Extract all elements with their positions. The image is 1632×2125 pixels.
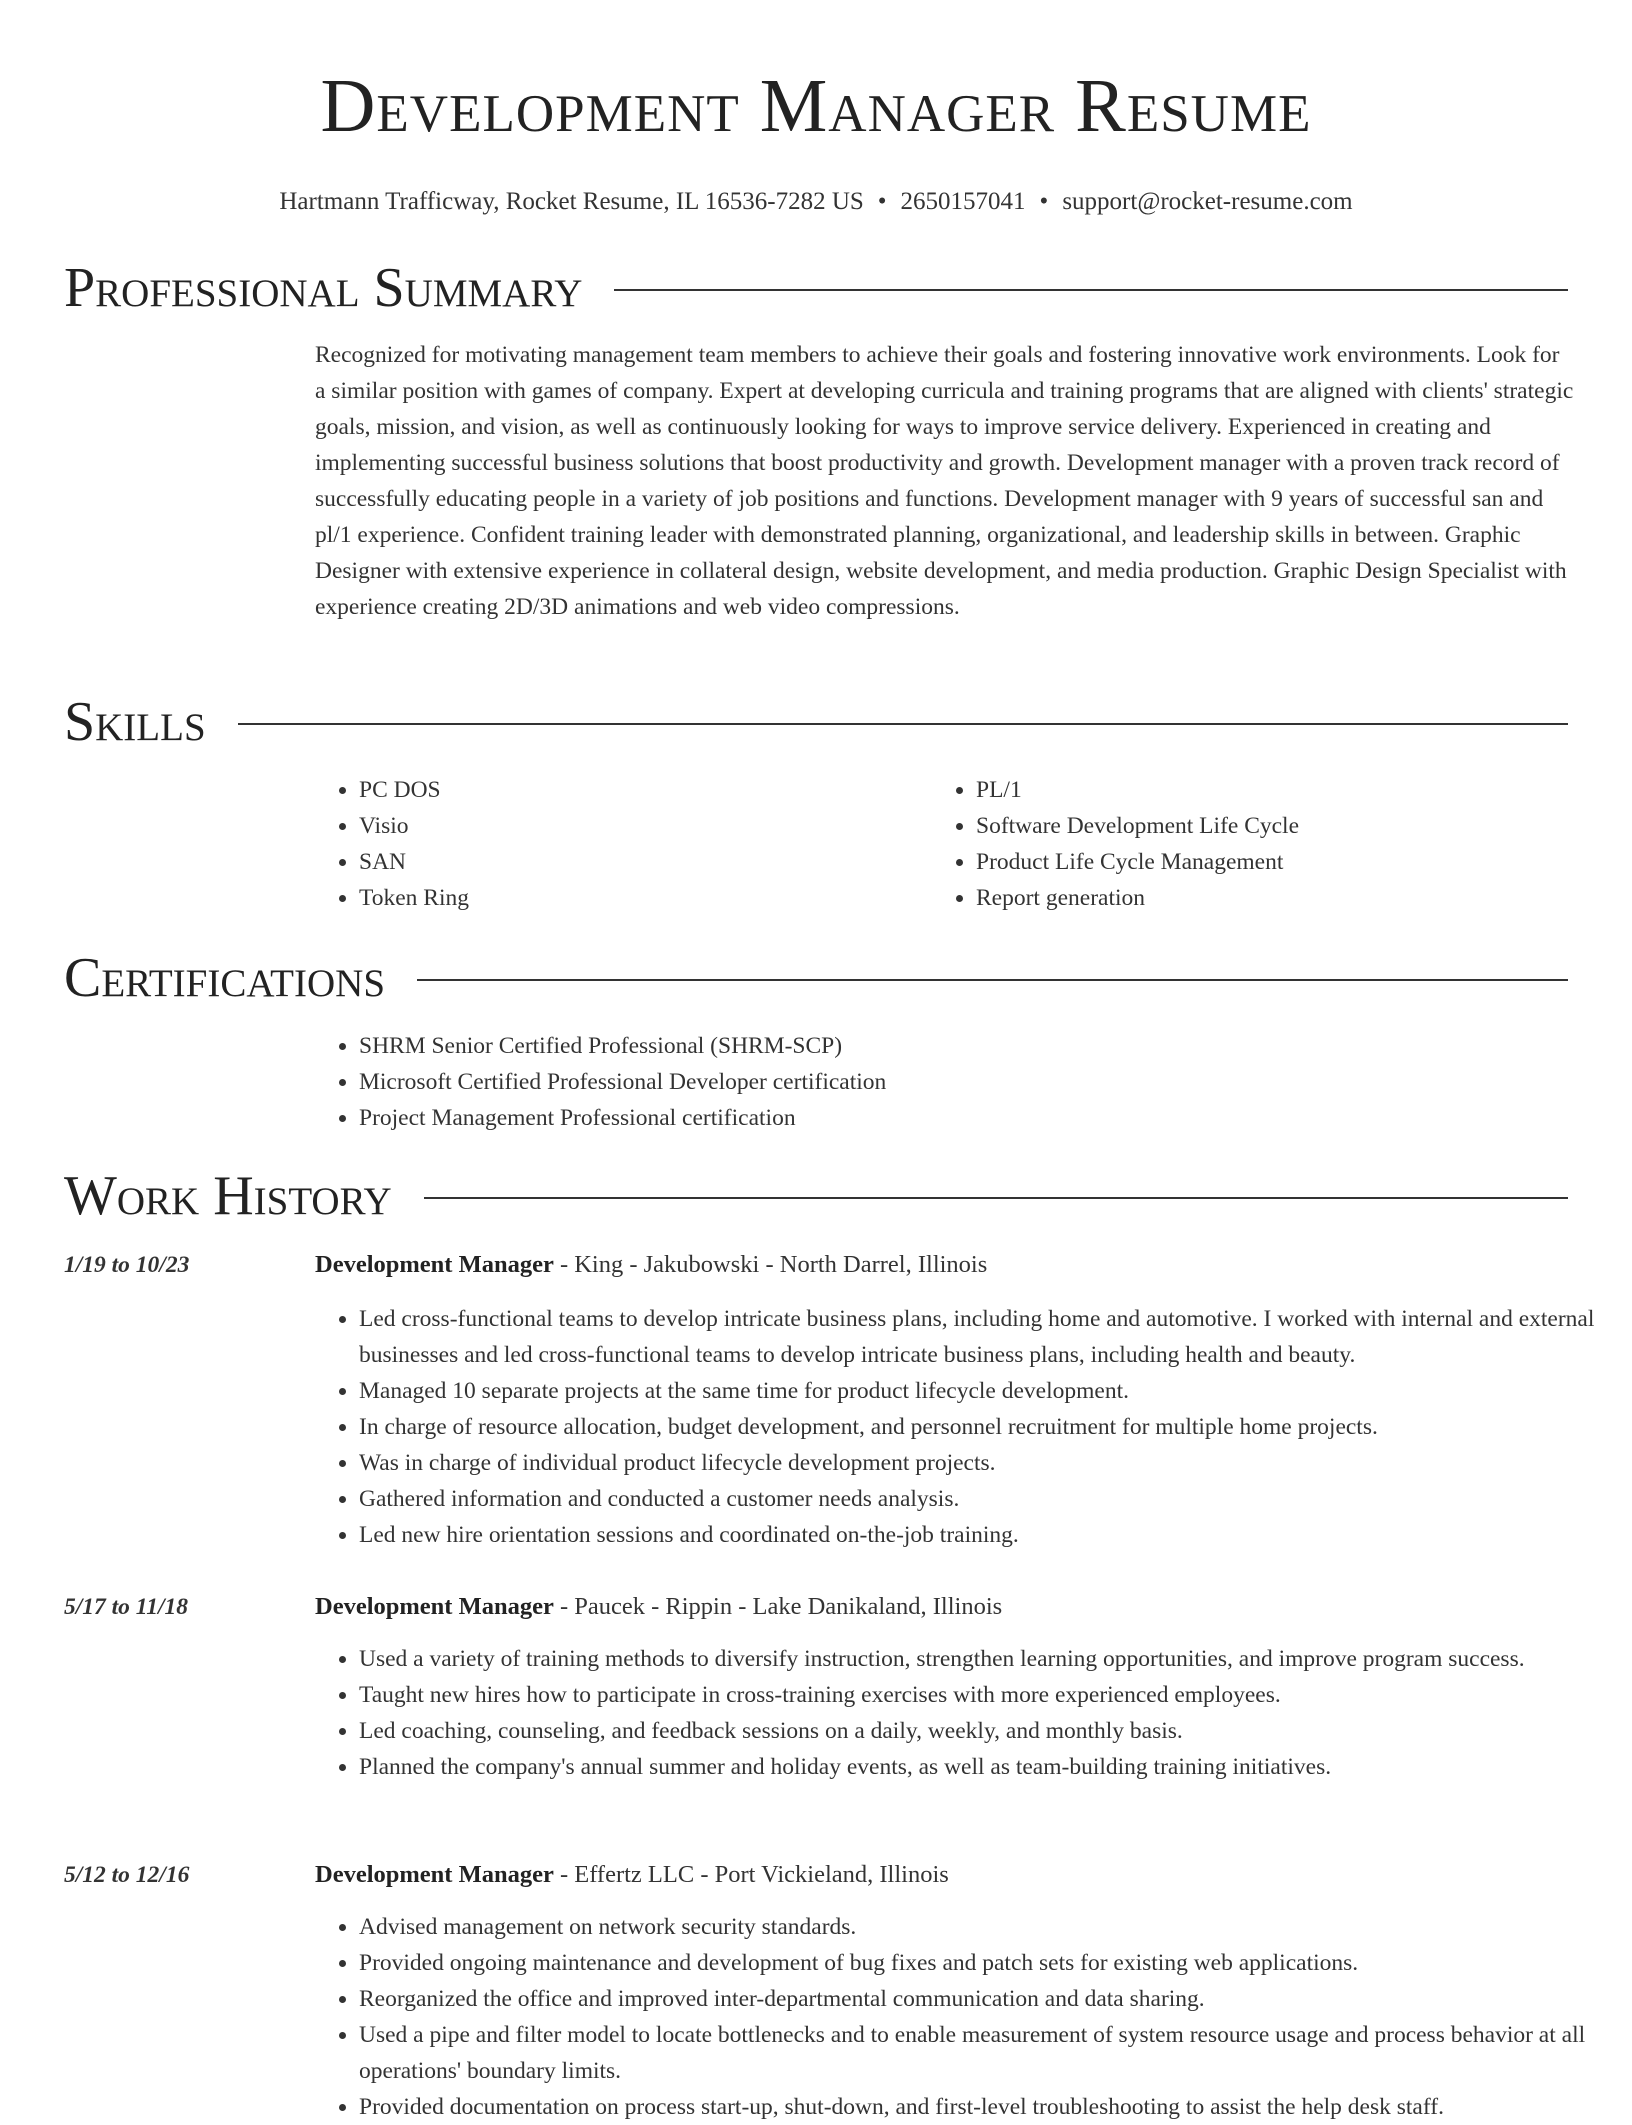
job-bullet: • In charge of resource allocation, budget development, and personnel recruitment for multiple home projects.: [359, 1409, 1619, 1445]
contact-separator: •: [877, 188, 887, 215]
summary-text: Recognized for motivating management team members to achieve their goals and fostering innovative work environments. Look for a similar position with games of company. Expert at developing curricula and training programs that are aligned with clients' strategic goals, mission, and vision, as well as continuously looking for ways to improve service delivery. Experienced in creating and implementing successful business solutions that boost productivity and growth. Development manager with a proven track record of successfully educating people in a variety of job positions and functions. Development manager with 9 years of successful san and pl/1 experience. Confident training leader with demonstrated planning, organizational, and leadership skills in between. Graphic Designer with extensive experience in collateral design, website development, and media production. Graphic Design Specialist with experience creating 2D/3D animations and web video compressions.: [315, 342, 1574, 620]
skill-item: • Report generation: [976, 880, 1616, 916]
job-bullet: • Advised management on network security standards.: [359, 1909, 1619, 1945]
summary-section-heading: [64, 256, 1568, 320]
job-bullet: • Led coaching, counseling, and feedback sessions on a daily, weekly, and monthly basis.: [359, 1713, 1619, 1749]
work-history-title: Work History: [64, 1165, 392, 1227]
skills-list-right: [932, 772, 1616, 916]
job-bullet: • Taught new hires how to participate in cross-training exercises with more experienced employees.: [359, 1677, 1619, 1713]
job-bullet: • Led cross-functional teams to develop intricate business plans, including home and automotive. I worked with internal and external businesses and led cross-functional teams to develop intricate business plans, including health and beauty.: [359, 1301, 1619, 1373]
job-dates: 5/17 to 11/18: [64, 1594, 189, 1620]
certifications-title: Certifications: [64, 947, 386, 1009]
job-bullet: • Managed 10 separate projects at the same time for product lifecycle development.: [359, 1373, 1619, 1409]
certifications-section-heading: [64, 946, 1568, 1010]
skill-item: • PC DOS: [359, 772, 939, 808]
certification-item: • Project Management Professional certification: [359, 1100, 1609, 1136]
skills-title: Skills: [64, 691, 206, 753]
skill-item: • Token Ring: [359, 880, 939, 916]
section-divider: [417, 979, 1568, 981]
job-dates: 5/12 to 12/16: [64, 1862, 190, 1888]
resume-title: Development Manager Resume: [320, 64, 1312, 148]
job-dates: 1/19 to 10/23: [64, 1252, 190, 1278]
job-role: Development Manager: [315, 1861, 554, 1888]
job-bullet: • Was in charge of individual product lifecycle development projects.: [359, 1445, 1619, 1481]
job-title-line: [315, 1857, 949, 1893]
job-bullet-list: [315, 1641, 1619, 1785]
section-divider: [238, 723, 1568, 725]
certification-item: • SHRM Senior Certified Professional (SHRM-SCP): [359, 1028, 1609, 1064]
contact-separator: •: [1039, 188, 1049, 215]
job-details: - Paucek - Rippin - Lake Danikaland, Illinois: [553, 1593, 1003, 1620]
contact-phone: 2650157041: [900, 188, 1026, 215]
job-bullet: • Led new hire orientation sessions and coordinated on-the-job training.: [359, 1517, 1619, 1553]
section-divider: [424, 1197, 1568, 1199]
job-bullet: • Planned the company's annual summer and holiday events, as well as team-building training initiatives.: [359, 1749, 1619, 1785]
job-details: - King - Jakubowski - North Darrel, Illinois: [553, 1251, 988, 1278]
job-bullet: • Provided documentation on process start-up, shut-down, and first-level troubleshooting to assist the help desk staff.: [359, 2089, 1619, 2125]
skills-list-left: [315, 772, 939, 916]
contact-email: support@rocket-resume.com: [1062, 188, 1353, 215]
job-title-line: [315, 1247, 987, 1283]
job-bullet: • Used a pipe and filter model to locate bottlenecks and to enable measurement of system resource usage and process behavior at all operations' boundary limits.: [359, 2017, 1619, 2089]
section-divider: [614, 289, 1568, 291]
job-bullet: • Gathered information and conducted a customer needs analysis.: [359, 1481, 1619, 1517]
job-title-line: [315, 1589, 1002, 1625]
skill-item: • Product Life Cycle Management: [976, 844, 1616, 880]
skill-item: • PL/1: [976, 772, 1616, 808]
contact-address: Hartmann Trafficway, Rocket Resume, IL 16536-7282 US: [279, 188, 864, 215]
job-bullet: • Reorganized the office and improved inter-departmental communication and data sharing.: [359, 1981, 1619, 2017]
skill-item: • Software Development Life Cycle: [976, 808, 1616, 844]
job-role: Development Manager: [315, 1593, 554, 1620]
job-bullet-list: [315, 1909, 1619, 2125]
job-details: - Effertz LLC - Port Vickieland, Illinois: [553, 1861, 949, 1888]
work-history-section-heading: [64, 1164, 1568, 1228]
job-bullet: • Used a variety of training methods to diversify instruction, strengthen learning opportunities, and improve program success.: [359, 1641, 1619, 1677]
summary-title: Professional Summary: [64, 257, 583, 319]
job-role: Development Manager: [315, 1251, 554, 1278]
skill-item: • SAN: [359, 844, 939, 880]
resume-header: [0, 58, 1632, 218]
job-bullet-list: [315, 1301, 1619, 1553]
skill-item: • Visio: [359, 808, 939, 844]
certifications-list: [315, 1028, 1609, 1136]
certification-item: • Microsoft Certified Professional Developer certification: [359, 1064, 1609, 1100]
skills-section-heading: [64, 690, 1568, 754]
job-bullet: • Provided ongoing maintenance and development of bug fixes and patch sets for existing web applications.: [359, 1945, 1619, 1981]
contact-line: [0, 186, 1632, 218]
